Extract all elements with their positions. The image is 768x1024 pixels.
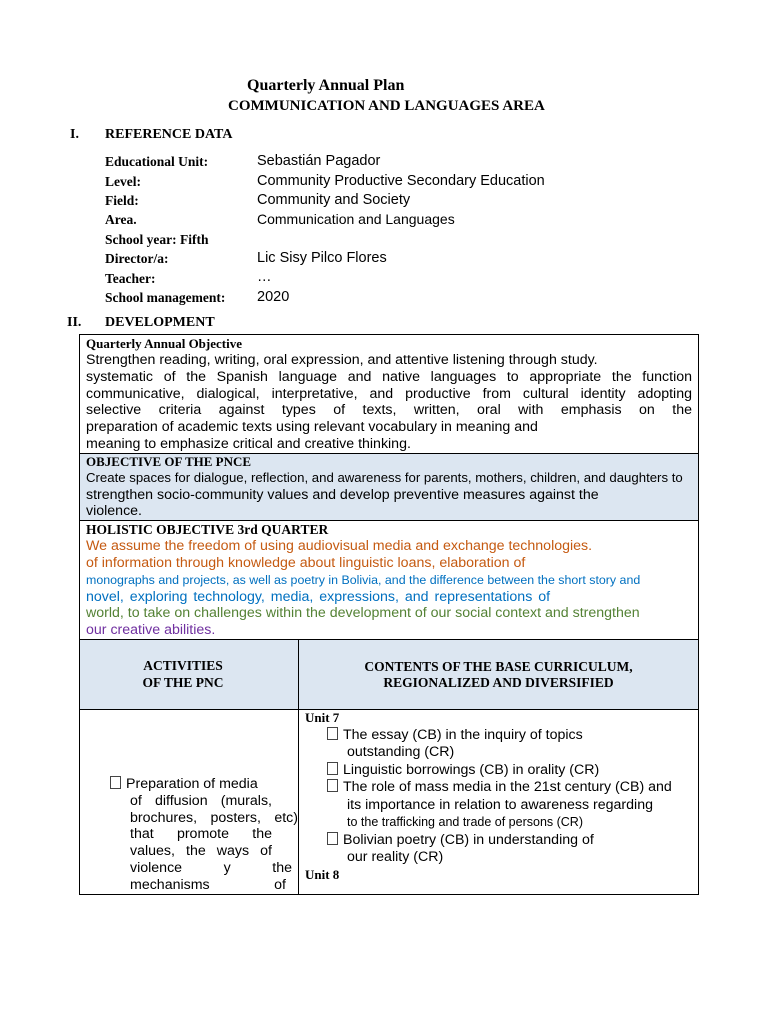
quarterly-objective-heading: Quarterly Annual Objective [86,336,242,351]
document-title: Quarterly Annual Plan [247,77,405,94]
ref-label-level: Level: [105,174,141,189]
content-item [299,762,698,780]
ref-value-level: Community Productive Secondary Education [257,173,545,189]
holistic-objective-line: monographs and projects, as well as poetry in Bolivia, and the difference between the short story and [86,572,641,587]
activity-word: values, [130,843,175,860]
development-table [79,334,699,895]
ref-label-area: Area. [105,212,137,227]
ref-label-teacher: Teacher: [105,271,156,286]
content-item-text: Bolivian poetry (CB) in understanding of [343,831,594,848]
document-subtitle: COMMUNICATION AND LANGUAGES AREA [228,98,545,114]
pnce-objective-line: strengthen socio-community values and develop preventive measures against the [86,486,599,503]
activity-word: posters, [210,809,261,826]
activity-word: ways [216,843,250,860]
contents-header-line: REGIONALIZED AND DIVERSIFIED [383,674,614,690]
holistic-objective-line: We assume the freedom of using audiovisual media and exchange technologies. [86,538,593,555]
quarterly-objective-line: selective criteria against types of texts, written, oral with emphasis on the [86,402,692,419]
ref-label-director: Director/a: [105,251,169,266]
section-title-development: DEVELOPMENT [105,315,215,330]
ref-value-field: Community and Society [257,192,411,208]
activity-word: etc) [274,809,298,826]
activities-header-line: ACTIVITIES [143,658,223,674]
content-item-text: The role of mass media in the 21st century (CB) and [343,779,672,796]
quarterly-objective-line: Strengthen reading, writing, oral expression, and attentive listening through study. [86,352,598,368]
activities-column-header [80,639,299,709]
ref-value-educational-unit: Sebastián Pagador [257,153,381,169]
ref-value-director: Lic Sisy Pilco Flores [257,250,387,266]
holistic-objective-line: world, to take on challenges within the development of our social context and strengthen [86,605,640,622]
ref-label-educational-unit: Educational Unit: [105,154,209,169]
bullet-box-icon [327,762,338,775]
unit-7-label: Unit 7 [305,709,340,725]
activity-word: (murals, [220,792,272,809]
content-item-text: to the trafficking and trade of persons (CR) [347,815,583,830]
ref-value-area: Communication and Languages [257,211,455,227]
bullet-box-icon [110,776,121,789]
ref-label-school-year: School year: Fifth [105,232,209,247]
pnce-objective-row [80,453,699,520]
content-item-text: Linguistic borrowings (CB) in orality (CR) [343,761,600,778]
quarterly-objective-line: preparation of academic texts using relevant vocabulary in meaning and [86,419,538,436]
activities-header-line: OF THE PNC [142,675,224,691]
activity-word: of [130,792,142,809]
quarterly-objective-line: meaning to emphasize critical and creative thinking. [86,435,411,452]
activity-word: the [252,826,272,843]
bullet-box-icon [327,832,338,845]
table-body-row [80,709,699,894]
holistic-objective-row [80,521,699,640]
contents-header-line: CONTENTS OF THE BASE CURRICULUM, [364,658,633,674]
contents-cell [299,709,699,894]
content-item-text: its importance in relation to awareness regarding [347,796,653,813]
bullet-box-icon [327,779,338,792]
section-title-reference: REFERENCE DATA [105,127,233,142]
content-item [299,832,698,867]
activity-word: brochures, [130,809,198,826]
activity-word: mechanisms [130,876,210,893]
pnce-objective-heading: OBJECTIVE OF THE PNCE [86,453,252,469]
content-item-text: our reality (CR) [347,849,444,866]
activities-cell [80,709,299,894]
pnce-objective-line: violence. [86,503,142,520]
activity-word: the [272,859,292,876]
ref-value-school-management: 2020 [257,289,290,305]
content-item [299,727,698,762]
activity-word: of [274,876,286,893]
holistic-objective-line: of information through knowledge about linguistic loans, elaboration of [86,554,526,571]
holistic-objective-line: our creative abilities. [86,622,216,639]
table-column-header-row [80,639,699,709]
ref-value-teacher: … [257,269,272,285]
quarterly-objective-line: communicative, dialogical, interpretative, and productive from cultural identity adopting [86,385,692,402]
holistic-objective-line: novel, exploring technology, media, expressions, and representations of [86,588,551,605]
holistic-objective-heading: HOLISTIC OBJECTIVE 3rd QUARTER [86,522,329,538]
section-number-1: I. [70,127,79,142]
activity-word: the [186,843,206,860]
activity-word: of [260,843,272,860]
activity-word: violence [130,859,183,876]
content-item-text: outstanding (CR) [347,744,455,761]
activity-word: that [130,826,154,843]
unit-8-label: Unit 8 [305,866,340,882]
content-item [299,779,698,832]
pnce-objective-line: Create spaces for dialogue, reflection, and awareness for parents, mothers, children, and daughters to [86,469,683,485]
activity-word: y [223,859,231,876]
content-item-text: The essay (CB) in the inquiry of topics [343,726,583,743]
activity-text: Preparation of media [126,775,258,792]
activity-word: promote [176,826,229,843]
activity-word: diffusion [155,792,208,809]
bullet-box-icon [327,727,338,740]
contents-column-header [299,639,699,709]
ref-label-field: Field: [105,193,139,208]
quarterly-objective-row [80,335,699,454]
ref-label-school-management: School management: [105,290,226,305]
section-number-2: II. [67,315,82,330]
quarterly-objective-line: systematic of the Spanish language and native languages to appropriate the function [86,368,692,385]
